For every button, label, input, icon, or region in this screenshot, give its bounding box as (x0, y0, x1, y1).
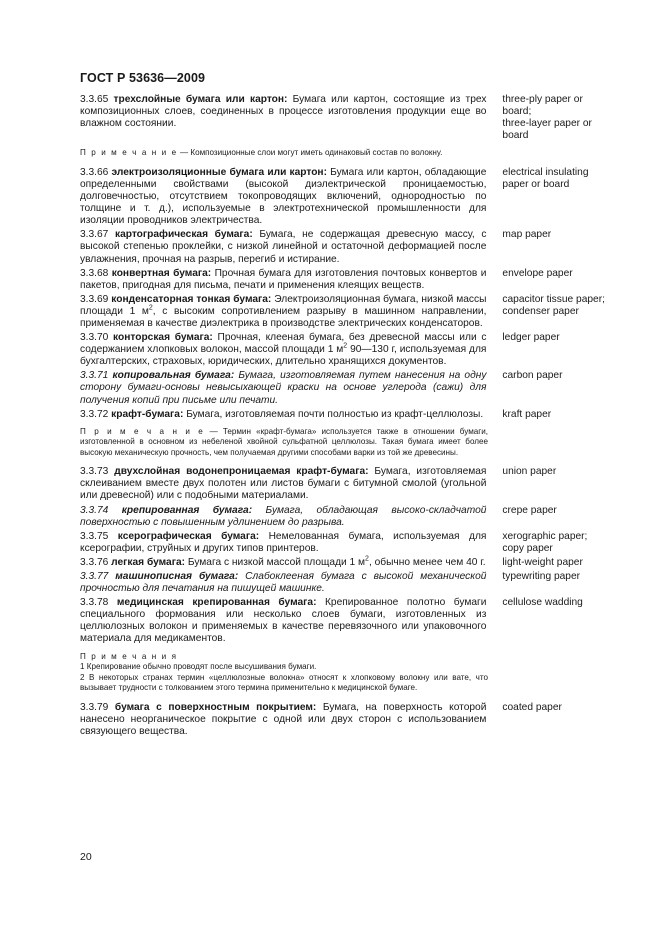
entry-definition-column (80, 702, 486, 738)
entry-number: 3.3.67 (80, 229, 115, 241)
entry-definition-column (80, 531, 486, 555)
note-block (80, 148, 488, 159)
entry-english-term (502, 409, 610, 421)
page-number: 20 (80, 851, 92, 863)
glossary-content (80, 94, 610, 740)
entry-definition: Бумага с низкой массой площади 1 м (187, 556, 366, 568)
entry-english-term (502, 571, 610, 583)
entry-term: электроизоляционные бумага или картон: (111, 166, 327, 178)
glossary-entry (80, 229, 610, 265)
entry-number: 3.3.76 (80, 556, 112, 568)
note-text: — Термин «крафт-бумага» используется также в отношении бумаги, изготовленной в основном из небеленой хвойной сульфатной целлюлозы. Такая бумага имеет более высокую механическую прочность, чем получаемая другими способами варки из той же древесины. (80, 426, 488, 457)
entry-english-term (502, 466, 610, 478)
entry-definition-column (80, 167, 486, 227)
entry-definition: Бумага или картон, обладающие определенными свойствами (высокой диэлектрической проницаемостью, долговечностью, отсутствием токопроводящих включений, однородностью по толщине и т. д.), используемые в электротехнической промышленности для изоляции проводников электричества. (80, 166, 487, 227)
entry-definition: Бумага, не содержащая древесную массу, с высокой степенью проклейки, с низкой линейной и остаточной деформацией после увлажнения, прочная на разрыв, перегиб и истирание. (80, 229, 487, 265)
english-term-line: condenser paper (502, 305, 579, 317)
english-term-line: typewriting paper (502, 571, 581, 582)
glossary-entry (80, 94, 610, 142)
note-text: — Композиционные слои могут иметь одинаковый состав по волокну. (177, 148, 443, 158)
entry-definition-column (80, 597, 486, 645)
glossary-entry (80, 167, 610, 227)
entry-english-term (502, 370, 610, 382)
note-line: 2 В некоторых странах термин «целлюлозные волокна» относят к хлопковому волокну или вате, что вызывает трудности с толкованием этого термина применительно к медицинской бумаге. (80, 672, 488, 693)
english-term-line: light-weight paper (502, 556, 583, 568)
entry-number: 3.3.79 (80, 701, 115, 713)
english-term-line: three-layer paper or board (502, 118, 592, 142)
entry-english-term (502, 167, 610, 191)
entry-superscript: 2 (148, 304, 153, 312)
english-term-line: kraft paper (502, 408, 552, 420)
english-term-line: coated paper (502, 701, 562, 713)
entry-number: 3.3.65 (80, 94, 114, 105)
note-label: П р и м е ч а н и е (80, 148, 178, 158)
english-term-line: crepe paper (502, 504, 557, 516)
entry-english-term (502, 229, 610, 241)
entry-superscript: 2 (365, 555, 369, 563)
note-label: П р и м е ч а н и я (80, 651, 178, 661)
entry-term: трехслойные бумага или картон: (113, 94, 288, 105)
entry-english-term (502, 531, 610, 555)
entry-definition-column (80, 294, 486, 330)
entry-definition: Бумага, изготовляемая почти полностью из крафт-целлюлозы. (186, 408, 484, 420)
entry-english-term (502, 702, 610, 714)
glossary-entry (80, 370, 610, 406)
entry-definition: Крепированное полотно бумаги специального формования или несколько слоев бумаги, изготовленных из целлюлозных волокон и применяемых в качестве перевязочного или упаковочного материала для медикаментов. (80, 597, 487, 645)
entry-definition: Электроизоляционная бумага, низкой массы площади 1 м (80, 293, 487, 317)
entry-number: 3.3.68 (80, 267, 112, 279)
english-term-line: electrical insulating paper or board (502, 166, 589, 190)
english-term-line: cellulose wadding (502, 597, 583, 609)
english-term-line: three-ply paper or board; (502, 94, 583, 118)
glossary-entry (80, 702, 610, 738)
entry-definition: Прочная бумага для изготовления почтовых конвертов и пакетов, пригодная для письма, печати и применения клеящих веществ. (80, 267, 487, 291)
entry-number: 3.3.73 (80, 466, 115, 478)
entry-definition-column (80, 557, 486, 569)
glossary-entry (80, 332, 610, 368)
entry-number: 3.3.72 (80, 408, 112, 420)
entry-number: 3.3.77 (80, 571, 116, 582)
entry-term: копировальная бумага: (112, 370, 235, 382)
entry-definition: Бумага, на поверхность которой нанесено неорганическое покрытие с одной или двух сторон с использованием связующего вещества. (80, 701, 487, 737)
entry-definition: Бумага, изготовляемая склеиванием вместе двух полотен или листов бумаги с битумной смолой (угольной или древесной) или с подобными материалами. (80, 466, 487, 502)
entry-term: конторская бумага: (113, 332, 213, 344)
entry-number: 3.3.74 (80, 504, 122, 516)
entry-definition-column (80, 94, 486, 130)
entry-term: легкая бумага: (111, 556, 186, 568)
entry-english-term (502, 597, 610, 609)
note-label: П р и м е ч а н и е (80, 426, 205, 436)
entry-term: ксерографическая бумага: (117, 530, 260, 542)
english-term-line: carbon paper (502, 370, 563, 382)
entry-definition-column (80, 466, 486, 502)
entry-definition: Немелованная бумага, используемая для ксерографии, струйных и других типов принтеров. (80, 530, 487, 554)
entry-definition: Прочная, клееная бумага, без древесной массы или с содержанием хлопковых волокон, массой площади 1 м (80, 332, 487, 356)
glossary-entry (80, 557, 610, 569)
glossary-entry (80, 571, 610, 595)
entry-term: конвертная бумага: (111, 267, 212, 279)
english-term-line: map paper (502, 229, 552, 241)
entry-number: 3.3.78 (80, 597, 117, 609)
entry-english-term (502, 332, 610, 344)
entry-definition-column (80, 332, 486, 368)
entry-number: 3.3.75 (80, 530, 118, 542)
english-term-line: copy paper (502, 542, 553, 554)
entry-number: 3.3.66 (80, 166, 112, 178)
english-term-line: capacitor tissue paper; (502, 293, 605, 305)
entry-term: крепированная бумага: (121, 504, 253, 516)
entry-term: медицинская крепированная бумага: (116, 597, 317, 609)
entry-term: крафт-бумага: (111, 408, 184, 420)
entry-definition: Слабоклееная бумага с высокой механической прочностью для печатания на пишущей машинке. (80, 571, 487, 595)
english-term-line: envelope paper (502, 267, 573, 279)
glossary-entry (80, 466, 610, 502)
entry-definition-column (80, 370, 486, 406)
entry-number: 3.3.71 (80, 370, 113, 382)
entry-superscript: 2 (343, 342, 348, 350)
entry-definition-cont: , с высоким сопротивлением разрыву в машинном направлении, применяемая в качестве диэлектрика в производстве электрических конденсаторов. (80, 305, 487, 329)
glossary-entry (80, 531, 610, 555)
entry-term: конденсаторная тонкая бумага: (111, 293, 272, 305)
english-term-line: union paper (502, 466, 557, 478)
entry-english-term (502, 294, 610, 318)
entry-definition: Бумага, изготовляемая путем нанесения на одну сторону бумаги-основы невысыхающей краски на основе углерода (сажи) для получения копий при письме или печати. (80, 370, 487, 406)
glossary-entry (80, 597, 610, 645)
entry-definition-cont: , обычно менее чем 40 г. (368, 556, 486, 568)
entry-english-term (502, 505, 610, 517)
entry-term: машинописная бумага: (115, 571, 239, 582)
document-header: ГОСТ Р 53636—2009 (80, 71, 206, 85)
entry-number: 3.3.70 (80, 332, 114, 344)
entry-english-term (502, 557, 610, 569)
entry-definition-column (80, 505, 486, 529)
entry-term: двухслойная водонепроницаемая крафт-бумага: (114, 466, 369, 478)
entry-term: картографическая бумага: (114, 229, 253, 241)
entry-term: бумага с поверхностным покрытием: (114, 701, 317, 713)
entry-definition-column (80, 409, 486, 421)
entry-number: 3.3.69 (80, 293, 112, 305)
entry-definition: Бумага или картон, состоящие из трех композиционных слоев, соединенных в процессе изготовления продукции еще во влажном состоянии. (80, 94, 487, 130)
glossary-entry (80, 409, 610, 421)
note-block (80, 652, 488, 694)
glossary-entry (80, 268, 610, 292)
entry-definition-column (80, 229, 486, 265)
entry-definition-column (80, 571, 486, 595)
entry-english-term (502, 94, 610, 142)
entry-english-term (502, 268, 610, 280)
entry-definition-cont: 90—130 г, используемая для бухгалтерских, страховых, юридических, длительно хранящихся документов. (80, 344, 487, 368)
glossary-entry (80, 294, 610, 330)
glossary-entry (80, 505, 610, 529)
note-block (80, 427, 488, 459)
entry-definition: Бумага, обладающая высоко-складчатой поверхностью с повышенным удлинением до разрыва. (80, 504, 487, 528)
note-line: 1 Крепирование обычно проводят после высушивания бумаги. (80, 662, 317, 672)
english-term-line: ledger paper (502, 332, 560, 344)
entry-definition-column (80, 268, 486, 292)
english-term-line: xerographic paper; (502, 530, 588, 542)
